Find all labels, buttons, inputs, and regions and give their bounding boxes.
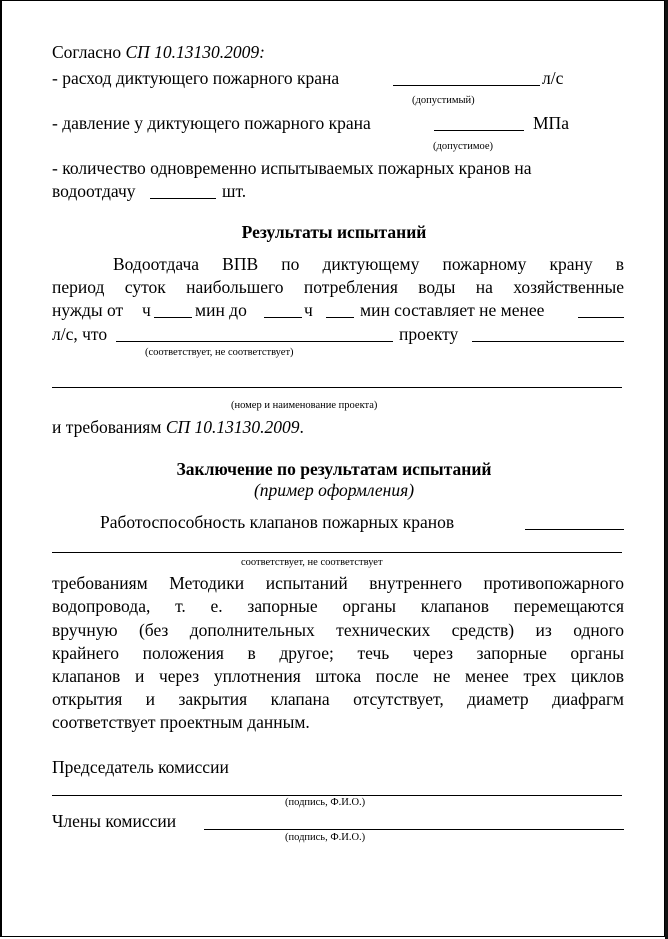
pressure-unit: МПа [533,113,569,133]
conclusion-body-1: требованиям Методики испытаний внутреннего противопожарного [52,573,624,593]
pressure-line [52,113,371,133]
results-p3-min2: мин составляет не менее [360,300,545,320]
flow-note: (допустимый) [412,95,475,106]
intro-prefix: Согласно [52,42,126,62]
req-suffix: . [299,417,304,437]
blank-compliance [116,341,393,342]
blank-flow-min [578,317,624,318]
conclusion-subheading: (пример оформления) [253,480,415,500]
count-line-2-prefix: водоотдачу [52,181,136,201]
conclusion-note: соответствует, не соответствует [241,557,383,568]
conclusion-line-1: Работоспособность клапанов пожарных кранов [100,512,455,532]
pressure-text: - давление у диктующего пожарного крана [52,113,371,133]
chairman-note: (подпись, Ф.И.О.) [285,797,366,808]
results-p3-min1: мин до [195,300,247,320]
conclusion-body-6: открытия и закрытия клапана отсутствует, диаметр диафрагм [52,689,624,709]
conclusion-body-last: соответствует проектным данным. [52,712,310,732]
pressure-note: (допустимое) [433,141,494,152]
intro-line [52,42,265,62]
requirements-line [52,417,304,437]
count-unit: шт. [222,181,247,201]
blank-valves-full [52,552,622,553]
blank-minute-1 [264,317,302,318]
blank-hour-2 [326,317,354,318]
count-blank [150,198,216,199]
req-standard: СП 10.13130.2009 [165,417,300,437]
results-p4-b: проекту [399,324,459,344]
flow-blank [393,85,540,86]
project-note: (номер и наименование проекта) [231,400,378,411]
req-prefix: и требованиям [52,417,166,437]
conclusion-body-4: крайнего положения в другое; течь через запорные органы [52,643,624,663]
blank-project-name [52,387,622,388]
members-signature-line [204,829,624,830]
count-line-1: - количество одновременно испытываемых пожарных кранов на [52,158,532,178]
intro-standard: СП 10.13130.2009: [125,42,265,62]
conclusion-heading: Заключение по результатам испытаний [176,459,492,479]
results-heading: Результаты испытаний [241,222,427,242]
chairman-label: Председатель комиссии [52,757,229,777]
results-p2: период суток наибольшего потребления воды на хозяйственные [52,277,624,297]
members-note: (подпись, Ф.И.О.) [285,832,366,843]
chairman-signature-line [52,795,622,796]
flow-unit: л/с [542,68,564,88]
results-p3-h2: ч [304,300,313,320]
results-p4-a: л/с, что [52,324,108,344]
results-p3-a: нужды от [52,300,124,320]
conclusion-body-2: водопровода, т. е. запорные органы клапанов перемещаются [52,596,624,616]
compliance-note: (соответствует, не соответствует) [145,347,294,358]
flow-text: - расход диктующего пожарного крана [52,68,340,88]
blank-hour-1 [154,317,192,318]
members-label: Члены комиссии [52,811,177,831]
blank-valves [525,529,624,530]
flow-line [52,68,339,88]
conclusion-body-5: клапанов и через уплотнения штока после не менее трех циклов [52,666,624,686]
pressure-blank [434,130,524,131]
results-p1: Водоотдача ВПВ по диктующему пожарному крану в [113,254,624,274]
conclusion-body-3: вручную (без дополнительных технических средств) из одного [52,620,624,640]
blank-project [472,341,624,342]
results-p3-h1: ч [142,300,151,320]
